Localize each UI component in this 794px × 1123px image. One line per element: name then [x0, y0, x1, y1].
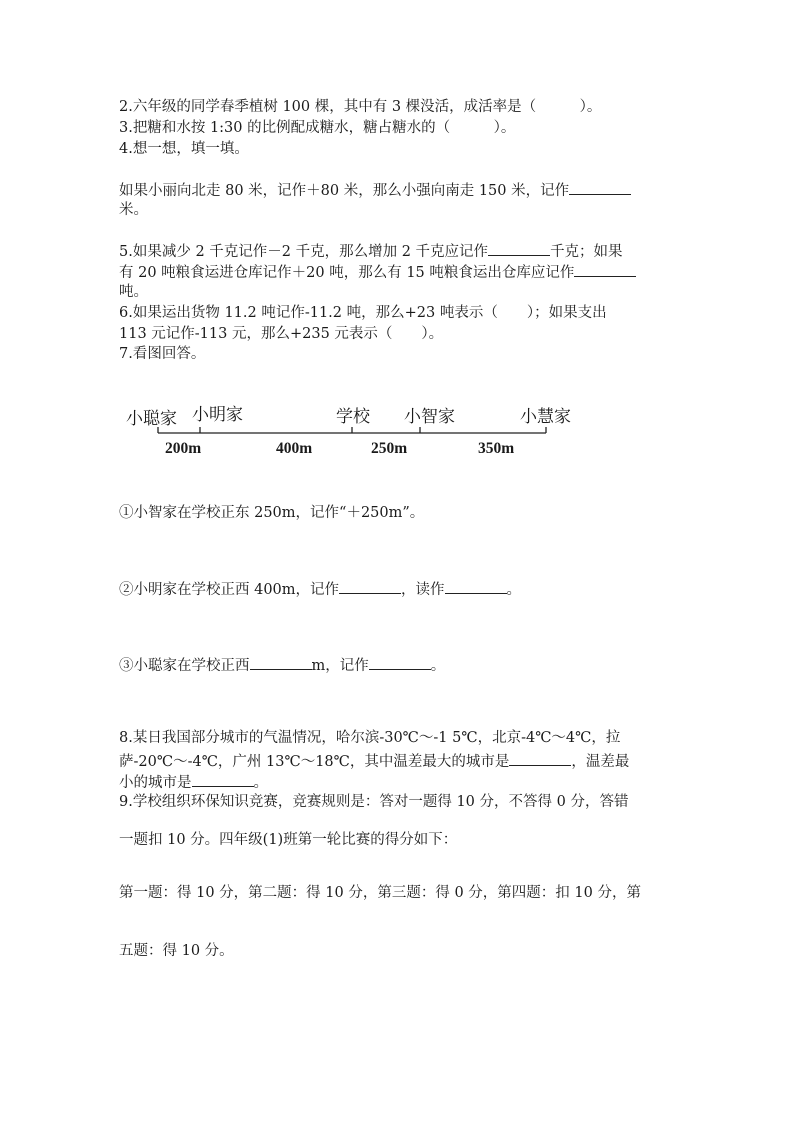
question-2: 2.六年级的同学春季植树 100 棵，其中有 3 棵没活，成活率是（ ）。 — [119, 99, 602, 115]
place-label: 小慧家 — [520, 407, 571, 427]
question-4-title: 4.想一想，填一填。 — [119, 141, 249, 157]
place-label: 学校 — [336, 407, 370, 427]
question-7-sub3: ③小聪家在学校正西 m，记作 。 — [119, 654, 445, 676]
question-5-line2: 有 20 吨粮食运进仓库记作＋20 吨，那么有 15 吨粮食运出仓库应记作 — [119, 261, 636, 283]
question-7-sub2: ②小明家在学校正西 400m，记作 ，读作 。 — [119, 578, 521, 600]
question-8-line3: 小的城市是 。 — [119, 771, 268, 793]
question-9-line2: 一题扣 10 分。四年级(1)班第一轮比赛的得分如下： — [119, 832, 458, 848]
question-7-title: 7.看图回答。 — [119, 346, 206, 362]
question-3: 3.把糖和水按 1:30 的比例配成糖水，糖占糖水的（ ）。 — [119, 120, 516, 136]
answer-blank[interactable] — [369, 654, 431, 670]
question-9-line4: 五题：得 10 分。 — [119, 943, 234, 959]
question-9-line1: 9.学校组织环保知识竞赛，竞赛规则是：答对一题得 10 分，不答得 0 分，答错 — [119, 794, 629, 810]
answer-blank[interactable] — [509, 750, 571, 766]
answer-blank[interactable] — [445, 578, 507, 594]
answer-blank[interactable] — [488, 240, 550, 256]
answer-blank[interactable] — [250, 654, 312, 670]
question-4-line1: 如果小丽向北走 80 米，记作＋80 米，那么小强向南走 150 米，记作 — [119, 179, 631, 201]
question-4-line2: 米。 — [119, 202, 148, 218]
question-5-line3: 吨。 — [119, 284, 148, 300]
answer-blank[interactable] — [192, 771, 254, 787]
question-6-line2: 113 元记作-113 元，那么+235 元表示（ ）。 — [119, 326, 444, 342]
distance-label: 350m — [478, 440, 515, 457]
place-label: 小明家 — [192, 405, 243, 425]
question-7-sub1: ①小智家在学校正东 250m，记作“＋250m”。 — [119, 505, 425, 521]
answer-blank[interactable] — [569, 179, 631, 195]
place-label: 小聪家 — [126, 409, 177, 429]
question-8-line1: 8.某日我国部分城市的气温情况，哈尔滨-30℃～-1 5℃，北京-4℃～4℃，拉 — [119, 730, 621, 746]
question-9-line3: 第一题：得 10 分，第二题：得 10 分，第三题：得 0 分，第四题：扣 10 分，第 — [119, 885, 641, 901]
question-5-line1: 5.如果减少 2 千克记作－2 千克，那么增加 2 千克应记作 千克；如果 — [119, 240, 623, 262]
question-8-line2: 萨-20℃～-4℃，广州 13℃～18℃，其中温差最大的城市是 ，温差最 — [119, 750, 629, 772]
distance-label: 400m — [276, 440, 313, 457]
question-6-line1: 6.如果运出货物 11.2 吨记作-11.2 吨，那么+23 吨表示（ ）；如果支出 — [119, 305, 607, 321]
distance-label: 250m — [371, 440, 408, 457]
distance-diagram — [120, 396, 590, 466]
answer-blank[interactable] — [574, 261, 636, 277]
answer-blank[interactable] — [339, 578, 401, 594]
place-label: 小智家 — [404, 407, 455, 427]
distance-label: 200m — [165, 440, 202, 457]
